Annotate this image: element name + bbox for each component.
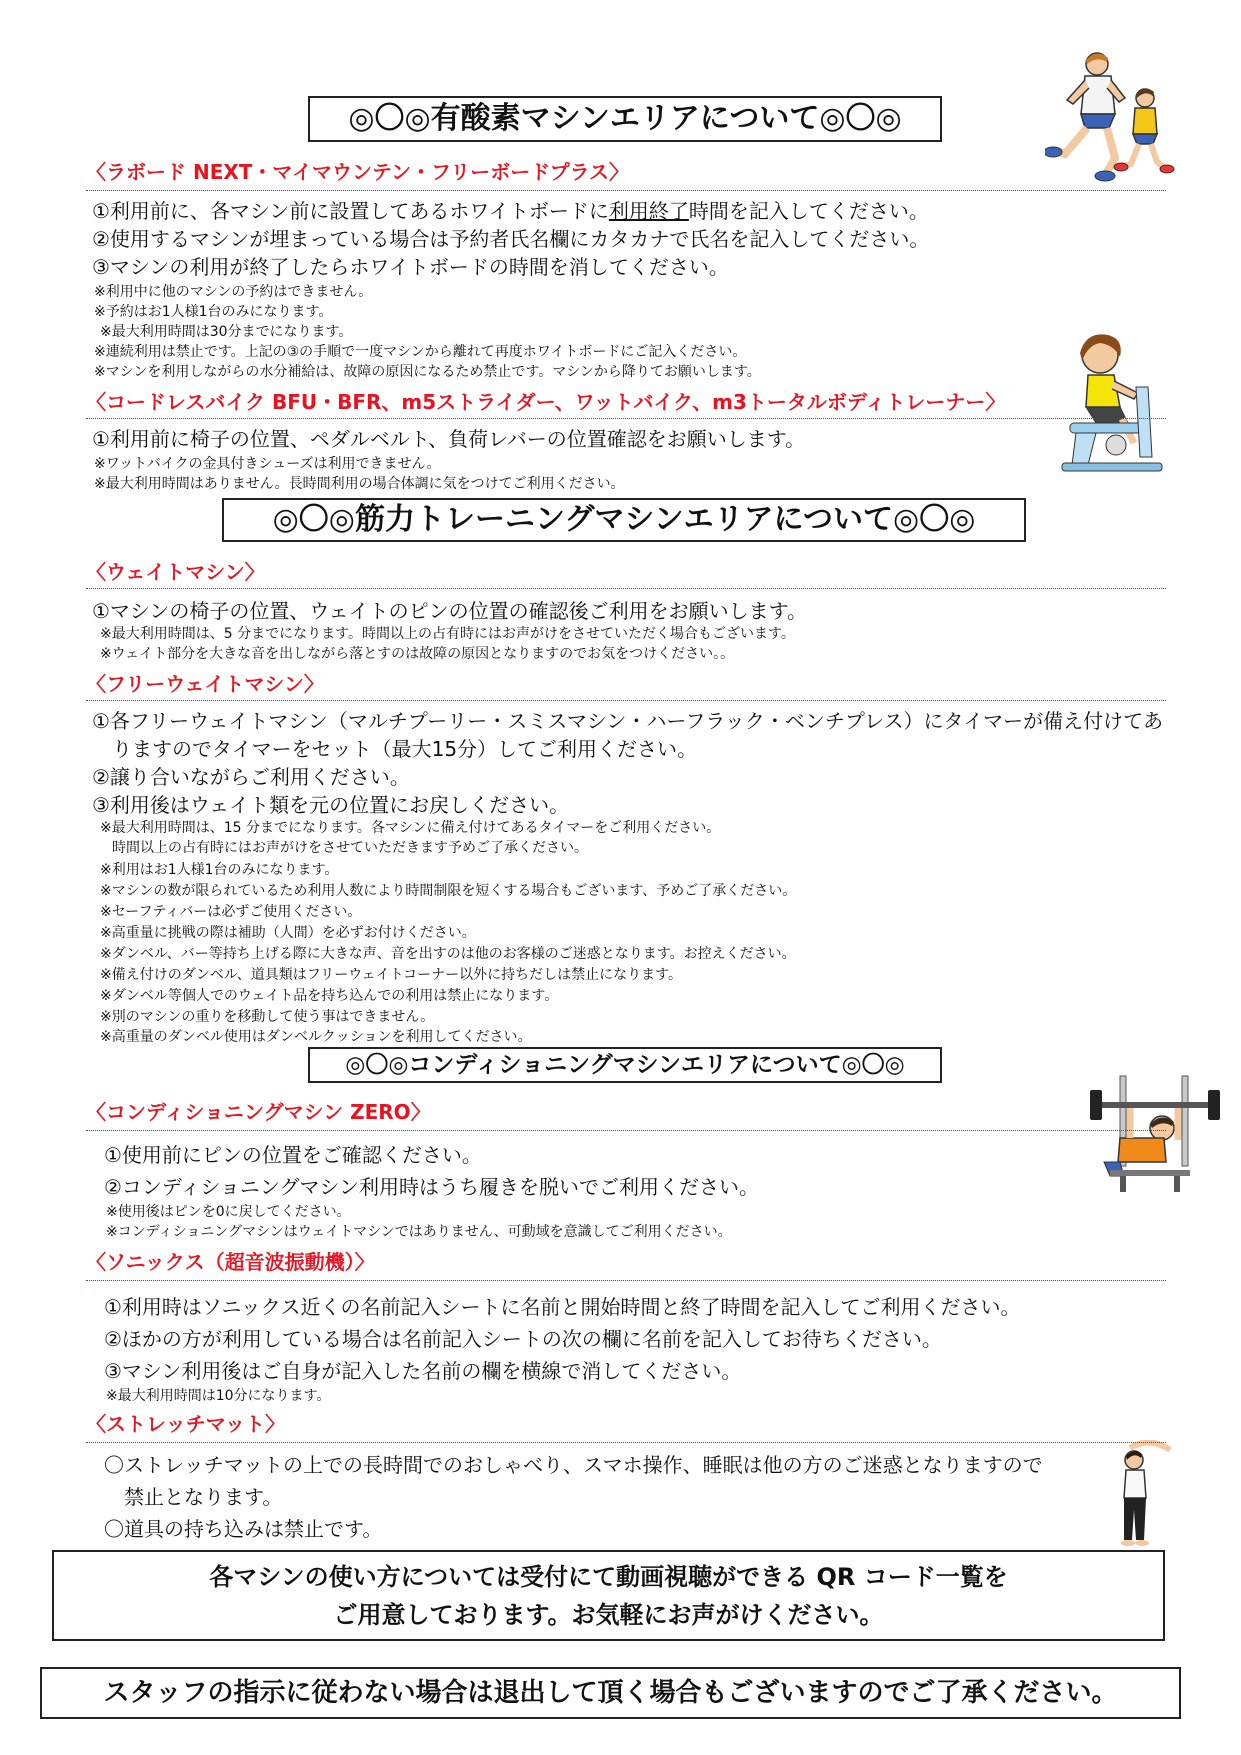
note-line: ※最大利用時間は、15 分までになります。各マシンに備え付けてあるタイマーをご利用ください。 — [100, 820, 721, 836]
instruction-text: 時間を記入してください。 — [688, 199, 929, 223]
instruction-line: ①マシンの椅子の位置、ウェイトのピンの位置の確認後ご利用をお願いします。 — [92, 599, 808, 623]
divider — [86, 1280, 1166, 1281]
note-line: ※予約はお1人様1台のみになります。 — [94, 304, 333, 320]
note-line: ※高重量に挑戦の際は補助（人間）を必ずお付けください。 — [100, 925, 476, 941]
note-line: ※利用中に他のマシンの予約はできません。 — [94, 284, 373, 300]
stretching-person-icon — [1100, 1440, 1180, 1548]
instruction-text: ①利用前に、各マシン前に設置してあるホワイトボードに — [92, 199, 609, 223]
note-line: ※別のマシンの重りを移動して使う事はできません。 — [100, 1009, 435, 1025]
conditioning-area-title: ◎〇◎コンディショニングマシンエリアについて◎〇◎ — [308, 1047, 942, 1083]
note-line: ※使用後はピンを0に戻してください。 — [106, 1204, 351, 1220]
note-line: ※備え付けのダンベル、道具類はフリーウェイトコーナー以外に持ちだしは禁止になります。 — [100, 967, 682, 983]
note-line: ※マシンの数が限られているため利用人数により時間制限を短くする場合もございます、予めご了承ください。 — [100, 883, 797, 899]
aerobic-area-title: ◎〇◎有酸素マシンエリアについて◎〇◎ — [308, 96, 942, 142]
note-line: ※ワットバイクの金具付きシューズは利用できません。 — [94, 456, 441, 472]
note-line: ※最大利用時間は30分までになります。 — [100, 324, 353, 340]
divider — [86, 418, 1166, 419]
instruction-line: ③マシン利用後はご自身が記入した名前の欄を横線で消してください。 — [104, 1359, 742, 1383]
note-line: ※セーフティバーは必ずご使用ください。 — [100, 904, 362, 920]
divider — [86, 1130, 1166, 1131]
bench-press-man-icon — [1090, 1066, 1220, 1196]
instruction-line: ②使用するマシンが埋まっている場合は予約者氏名欄にカタカナで氏名を記入してください。 — [92, 227, 930, 251]
section-heading-weight-machine: 〈ウェイトマシン〉 — [86, 560, 265, 584]
section-heading-treadmill: 〈ラボード NEXT・マイマウンテン・フリーボードプラス〉 — [86, 160, 630, 184]
instruction-line: ②ほかの方が利用している場合は名前記入シートの次の欄に名前を記入してお待ちください。 — [104, 1327, 942, 1351]
section-heading-stretch-mat: 〈ストレッチマット〉 — [86, 1412, 285, 1436]
section-heading-free-weight: 〈フリーウェイトマシン〉 — [86, 672, 324, 696]
instruction-line: 〇ストレッチマットの上での長時間でのおしゃべり、スマホ操作、睡眠は他の方のご迷惑となりますので — [104, 1453, 1043, 1477]
note-line: ※最大利用時間はありません。長時間利用の場合体調に気をつけてご利用ください。 — [94, 476, 625, 492]
instruction-line: ③マシンの利用が終了したらホワイトボードの時間を消してください。 — [92, 255, 729, 279]
instruction-line: ①利用前に椅子の位置、ペダルベルト、負荷レバーの位置確認をお願いします。 — [92, 427, 806, 451]
qr-notice-line: 各マシンの使い方については受付にて動画視聴ができる QR コード一覧を — [209, 1563, 1008, 1591]
note-line: ※ウェイト部分を大きな音を出しながら落とすのは故障の原因となりますのでお気をつけください。。 — [100, 646, 735, 662]
note-line: ※最大利用時間は10分になります。 — [106, 1388, 331, 1404]
note-line: ※利用はお1人様1台のみになります。 — [100, 862, 339, 878]
note-line: ※連続利用は禁止です。上記の③の手順で一度マシンから離れて再度ホワイトボードにご記入ください。 — [94, 344, 747, 360]
note-line: ※コンディショニングマシンはウェイトマシンではありません、可動域を意識してご利用ください。 — [106, 1224, 732, 1240]
running-people-icon — [1045, 46, 1180, 186]
divider — [86, 700, 1166, 701]
instruction-line: ①各フリーウェイトマシン（マルチプーリー・スミスマシン・ハーフラック・ベンチプレス）にタイマーが備え付けてあ — [92, 709, 1164, 733]
section-heading-bikes: 〈コードレスバイク BFU・BFR、m5ストライダー、ワットバイク、m3トータルボディトレーナー〉 — [86, 390, 1006, 414]
instruction-line: ③利用後はウェイト類を元の位置にお戻しください。 — [92, 793, 570, 817]
instruction-line: ①利用時はソニックス近くの名前記入シートに名前と開始時間と終了時間を記入してご利用ください。 — [104, 1295, 1021, 1319]
qr-notice-line: ご用意しております。お気軽にお声がけください。 — [333, 1601, 884, 1629]
divider — [86, 588, 1166, 589]
section-heading-zero: 〈コンディショニングマシン ZERO〉 — [86, 1100, 431, 1124]
note-line: ※高重量のダンベル使用はダンベルクッションを利用してください。 — [100, 1029, 532, 1045]
note-line: ※ダンベル等個人でのウェイト品を持ち込んでの利用は禁止になります。 — [100, 988, 559, 1004]
note-line: ※ダンベル、バー等持ち上げる際に大きな声、音を出すのは他のお客様のご迷惑となります。お控えください。 — [100, 946, 796, 962]
instruction-line: ②譲り合いながらご利用ください。 — [92, 765, 410, 789]
instruction-underlined: 利用終了 — [608, 199, 689, 223]
instruction-line: りますのでタイマーをセット（最大15分）してご利用ください。 — [112, 737, 698, 761]
note-line: ※最大利用時間は、5 分までになります。時間以上の占有時にはお声がけをさせていただく場合もございます。 — [100, 626, 795, 642]
instruction-line: ②コンディショニングマシン利用時はうち履きを脱いでご利用ください。 — [104, 1175, 760, 1199]
instruction-line: 禁止となります。 — [124, 1485, 283, 1509]
instruction-line: 〇道具の持ち込みは禁止です。 — [104, 1517, 383, 1541]
note-line: ※マシンを利用しながらの水分補給は、故障の原因になるため禁止です。マシンから降りてお願いします。 — [94, 364, 761, 380]
qr-notice-box — [52, 1550, 1165, 1641]
instruction-line — [92, 196, 929, 226]
strength-area-title: ◎〇◎筋力トレーニングマシンエリアについて◎〇◎ — [222, 498, 1026, 542]
instruction-line: ①使用前にピンの位置をご確認ください。 — [104, 1143, 482, 1167]
divider — [86, 1442, 1166, 1443]
staff-instruction-footer: スタッフの指示に従わない場合は退出して頂く場合もございますのでご了承ください。 — [40, 1667, 1181, 1719]
note-line: 時間以上の占有時にはお声がけをさせていただきます予めご了承ください。 — [112, 840, 588, 856]
exercise-bike-woman-icon — [1056, 327, 1171, 477]
divider — [86, 190, 1166, 191]
section-heading-sonix: 〈ソニックス（超音波振動機）〉 — [86, 1250, 375, 1274]
